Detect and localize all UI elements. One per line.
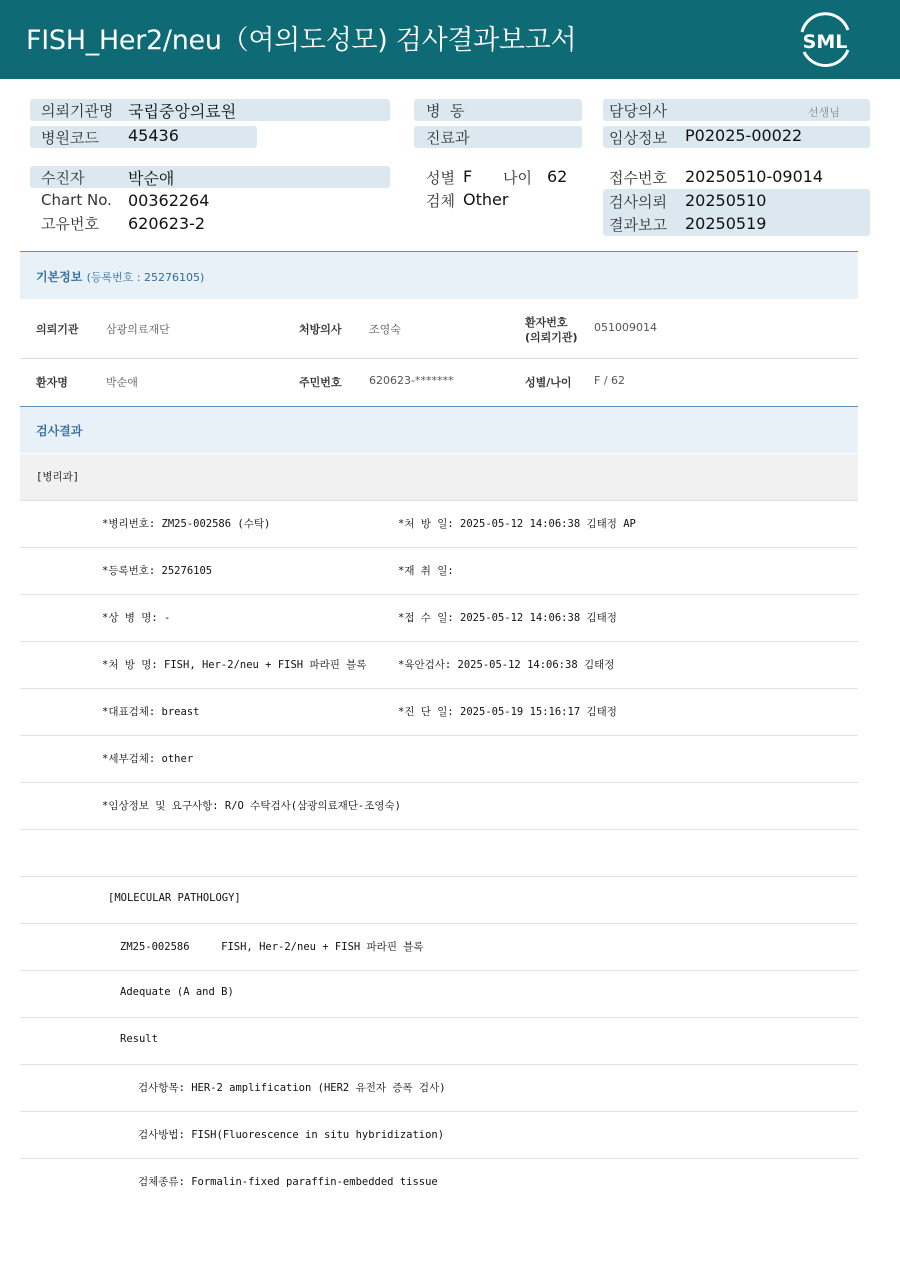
test-item: 검사항목: HER-2 amplification (HER2 유전자 증폭 검사) bbox=[138, 1082, 446, 1094]
basic-info-header bbox=[20, 251, 858, 299]
result-label: Result bbox=[120, 1033, 158, 1045]
sample-type: 검체종류: Formalin-fixed paraffin-embedded tissue bbox=[138, 1176, 438, 1188]
request-label: 검사의뢰 bbox=[609, 193, 667, 211]
name-val: 박순애 bbox=[106, 376, 138, 389]
patient-label: 수진자 bbox=[41, 169, 85, 187]
result-line-left: *등록번호: 25276105 bbox=[102, 565, 213, 577]
pno-key-2: (의뢰기관) bbox=[525, 331, 578, 344]
unique-value: 620623-2 bbox=[128, 214, 206, 233]
inst-val: 삼광의료재단 bbox=[106, 323, 170, 336]
report-header bbox=[0, 0, 900, 79]
result-row bbox=[20, 501, 858, 548]
inst-label: 의뢰기관명 bbox=[41, 102, 114, 120]
code-value: 45436 bbox=[128, 126, 179, 145]
basic-info-regno: (등록번호 : 25276105) bbox=[86, 271, 205, 284]
report-value: 20250519 bbox=[685, 214, 767, 233]
age-label: 나이 bbox=[503, 169, 532, 187]
sexage-val: F / 62 bbox=[594, 374, 626, 387]
dept-text: [병리과] bbox=[36, 471, 80, 483]
molecular-id: ZM25-002586 FISH, Her-2/neu + FISH 파라핀 블록 bbox=[120, 941, 424, 953]
specimen-value: Other bbox=[463, 190, 509, 209]
code-label: 병원코드 bbox=[41, 129, 99, 147]
result-line-left: *병리번호: ZM25-002586 (수탁) bbox=[102, 518, 271, 530]
pno-key-1: 환자번호 bbox=[525, 316, 568, 329]
basic-info-heading bbox=[36, 268, 204, 285]
doc-key: 처방의사 bbox=[299, 323, 342, 336]
adequacy: Adequate (A and B) bbox=[120, 986, 234, 998]
result-line-left: *상 병 명: - bbox=[102, 612, 171, 624]
request-value: 20250510 bbox=[685, 191, 767, 210]
result-line-right: *진 단 일: 2025-05-19 15:16:17 김태정 bbox=[398, 706, 617, 718]
result-line-left: *임상정보 및 요구사항: R/O 수탁검사(삼광의료재단-조영숙) bbox=[102, 800, 402, 812]
result-line-right: *재 취 일: bbox=[398, 565, 454, 577]
sexage-key: 성별/나이 bbox=[525, 376, 572, 389]
result-line-left: *처 방 명: FISH, Her-2/neu + FISH 파라핀 블록 bbox=[102, 659, 367, 671]
result-row bbox=[20, 971, 858, 1018]
name-key: 환자명 bbox=[36, 376, 68, 389]
doc-val: 조영숙 bbox=[369, 323, 401, 336]
result-line-right: *접 수 일: 2025-05-12 14:06:38 김태정 bbox=[398, 612, 617, 624]
result-row bbox=[20, 689, 858, 736]
result-line-right: *처 방 일: 2025-05-12 14:06:38 김태정 AP bbox=[398, 518, 636, 530]
sex-value: F bbox=[463, 167, 473, 186]
molecular-heading: [MOLECULAR PATHOLOGY] bbox=[108, 892, 241, 904]
dept-row bbox=[20, 454, 858, 501]
report-title: FISH_Her2/neu（여의도성모) 검사결과보고서 bbox=[26, 25, 577, 56]
dept-label: 진료과 bbox=[426, 129, 470, 147]
sex-label: 성별 bbox=[426, 169, 455, 187]
doctor-label: 담당의사 bbox=[609, 102, 667, 120]
pno-val: 051009014 bbox=[594, 321, 657, 334]
doctor-suffix: 선생님 bbox=[808, 106, 840, 119]
empty-row bbox=[20, 830, 858, 877]
result-row bbox=[20, 783, 858, 830]
result-line-left: *대표검체: breast bbox=[102, 706, 200, 718]
chart-label: Chart No. bbox=[41, 191, 112, 209]
receipt-value: 20250510-09014 bbox=[685, 167, 824, 186]
result-row bbox=[20, 1018, 858, 1065]
basic-info-title: 기본정보 bbox=[36, 270, 83, 284]
result-row bbox=[20, 924, 858, 971]
result-row bbox=[20, 1112, 858, 1159]
age-value: 62 bbox=[547, 167, 568, 186]
clinical-label: 임상정보 bbox=[609, 129, 667, 147]
report-label: 결과보고 bbox=[609, 216, 667, 234]
clinical-value: P02025-00022 bbox=[685, 126, 803, 145]
results-heading: 검사결과 bbox=[36, 424, 83, 438]
result-row bbox=[20, 1065, 858, 1112]
receipt-label: 접수번호 bbox=[609, 169, 667, 187]
result-row bbox=[20, 595, 858, 642]
sml-logo bbox=[796, 12, 854, 68]
unique-label: 고유번호 bbox=[41, 215, 99, 233]
basic-info-row-1 bbox=[20, 299, 858, 359]
inst-key: 의뢰기관 bbox=[36, 323, 79, 336]
result-row bbox=[20, 548, 858, 595]
chart-value: 00362264 bbox=[128, 191, 210, 210]
result-line-right: *육안검사: 2025-05-12 14:06:38 김태정 bbox=[398, 659, 615, 671]
specimen-label: 검체 bbox=[426, 192, 455, 210]
result-row bbox=[20, 877, 858, 924]
result-row bbox=[20, 1159, 858, 1205]
patient-value: 박순애 bbox=[128, 169, 175, 188]
result-line-left: *세부검체: other bbox=[102, 753, 194, 765]
result-row bbox=[20, 642, 858, 689]
inst-value: 국립중앙의료원 bbox=[128, 102, 237, 121]
ward-label: 병 동 bbox=[426, 102, 465, 120]
rrn-key: 주민번호 bbox=[299, 376, 342, 389]
rrn-val: 620623-******* bbox=[369, 374, 454, 387]
results-header bbox=[20, 407, 858, 453]
logo-text: SML bbox=[802, 31, 848, 53]
result-row bbox=[20, 736, 858, 783]
test-method: 검사방법: FISH(Fluorescence in situ hybridization) bbox=[138, 1129, 445, 1141]
basic-info-row-2 bbox=[20, 359, 858, 407]
